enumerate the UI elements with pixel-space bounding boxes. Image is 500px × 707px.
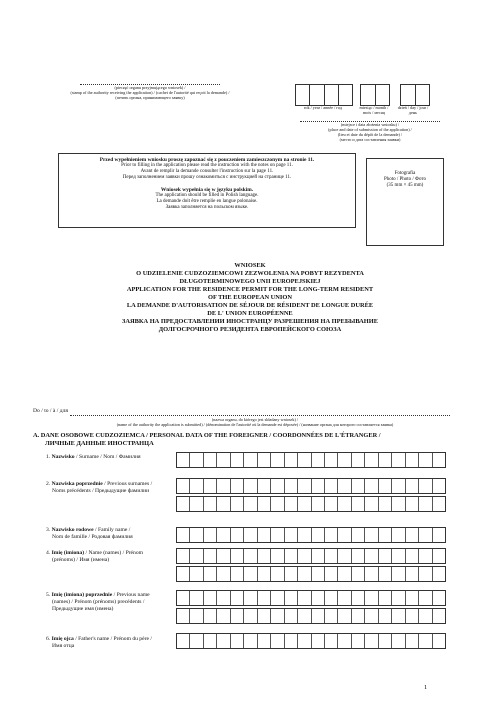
family-name-boxes[interactable] xyxy=(176,527,446,543)
day-label: dzień / day / jour / день xyxy=(397,105,429,115)
page-number: 1 xyxy=(424,684,428,691)
fathers-name-boxes[interactable] xyxy=(176,633,446,649)
field-name-label: 4. Imię (imiona) / Name (names) / Prénom (prénoms) / Имя (имена) xyxy=(46,550,143,563)
instruction-en: Prior to filling in the application please read the instruction with the notes on page 11. xyxy=(121,163,293,168)
field-family-name-label: 3. Nazwisko rodowe / Family name / Nom de famille / Родовая фамилия xyxy=(46,527,133,540)
field-previous-name-label: 5. Imię (imiona) poprzednie / Previous name (names) / Prénom (prénoms) precédents / Предыдущие имя (имена) xyxy=(46,592,150,612)
photo-box[interactable] xyxy=(366,158,444,246)
stamp-authority-label: (pieczęć organu przyjmującego wniosek) / (stamp of the authority receiving the application) / (cachet de l'autorité qui reçoit la demande) / (печать органа, принимающего заявку) xyxy=(70,85,230,100)
year-boxes[interactable] xyxy=(295,84,353,106)
place-date-label: (miejsce i data złożenia wniosku) / (place and date of submission of the application) / (lieu et date du dépôt de la demande) / (место и дата составления заявки) xyxy=(328,122,412,142)
year-label: rok / year / année / год xyxy=(303,105,343,110)
instruction-fr: Avant de remplir la demande consulter l'instruction sur la page 11. xyxy=(140,169,274,174)
photo-subtitle: Photo / Photo / Фото xyxy=(383,177,427,182)
previous-surnames-boxes-1[interactable] xyxy=(176,478,446,494)
language-ru: Заявка заполняется на польском языке. xyxy=(165,205,249,210)
instruction-box xyxy=(58,153,356,228)
surname-boxes[interactable] xyxy=(176,452,446,468)
photo-size: (35 mm × 45 mm) xyxy=(386,183,424,188)
instruction-pl: Przed wypełnieniem wniosku proszę zapoznać się z pouczeniem zamieszczonym na stronie 11. xyxy=(99,157,315,163)
month-boxes[interactable] xyxy=(360,84,390,106)
name-boxes-1[interactable] xyxy=(176,548,446,564)
previous-surnames-boxes-2[interactable] xyxy=(176,496,446,512)
photo-title: Fotografia xyxy=(394,171,416,176)
instruction-ru: Перед заполнением заявки прошу ознакомиться с инструкцией на странице 11. xyxy=(122,175,292,180)
addressee-prefix: Do / to / à / для xyxy=(33,408,68,414)
addressee-note: (nazwa organu, do którego jest składany wniosek) / (name of the authority the application is submitted) / (dénomination de l'autorité où la demande est déposée) / (название органа для которого составляется заявка) xyxy=(116,417,394,427)
addressee-input[interactable] xyxy=(70,415,450,416)
form-title: WNIOSEK O UDZIELENIE CUDZOZIEMCOWI ZEZWOLENIA NA POBYT REZYDENTA DŁUGOTERMINOWEGO UNII EUROPEJSKIEJ APPLICATION FOR THE RESIDENCE PERMIT FOR THE LONG-TERM RESIDENT OF THE EUROPEAN UNION LA DEMANDE D'AUTORISATION DE SÉJOUR DE RÉSIDENT DE LONGUE DURÉE DE L' UNION EUROPÉENNE ЗАЯВКА НА ПРЕДОСТАВЛЕНИИ ИНОСТРАНЦУ РАЗРЕШЕНИЯ НА ПРЕБЫВАНИЕ ДОЛГОСРОЧНОГО РЕЗИДЕНТА ЕВРОПЕЙСКОГО СОЮЗА xyxy=(121,262,379,333)
month-label: miesiąc / month / mois / месяц xyxy=(359,105,389,115)
field-surname-label: 1. Nazwisko / Surname / Nom / Фамилия xyxy=(46,454,141,460)
language-fr: La demande doit être remplie en langue polonaise. xyxy=(156,199,258,204)
field-previous-surnames-label: 2. Nazwiska poprzednie / Previous surnames / Noms précédents / Предыдущие фамилии xyxy=(46,481,153,494)
name-boxes-2[interactable] xyxy=(176,566,446,582)
language-en: The application should be filled in Polish language. xyxy=(155,193,259,198)
previous-name-boxes-2[interactable] xyxy=(176,608,446,624)
day-boxes[interactable] xyxy=(400,84,430,106)
previous-name-boxes-1[interactable] xyxy=(176,590,446,606)
section-a-heading: A. DANE OSOBOWE CUDZOZIEMCA / PERSONAL DATA OF THE FOREIGNER / COORDONNÉES DE L'ÉTRANGER / ЛИЧНЫЕ ДАННЫЕ ИНОСТРАНЦА xyxy=(33,432,381,447)
field-fathers-name-label: 6. Imię ojca / Father's name / Prénom du père / Имя отца xyxy=(46,636,152,649)
language-pl: Wniosek wypełnia się w języku polskim. xyxy=(160,187,254,193)
